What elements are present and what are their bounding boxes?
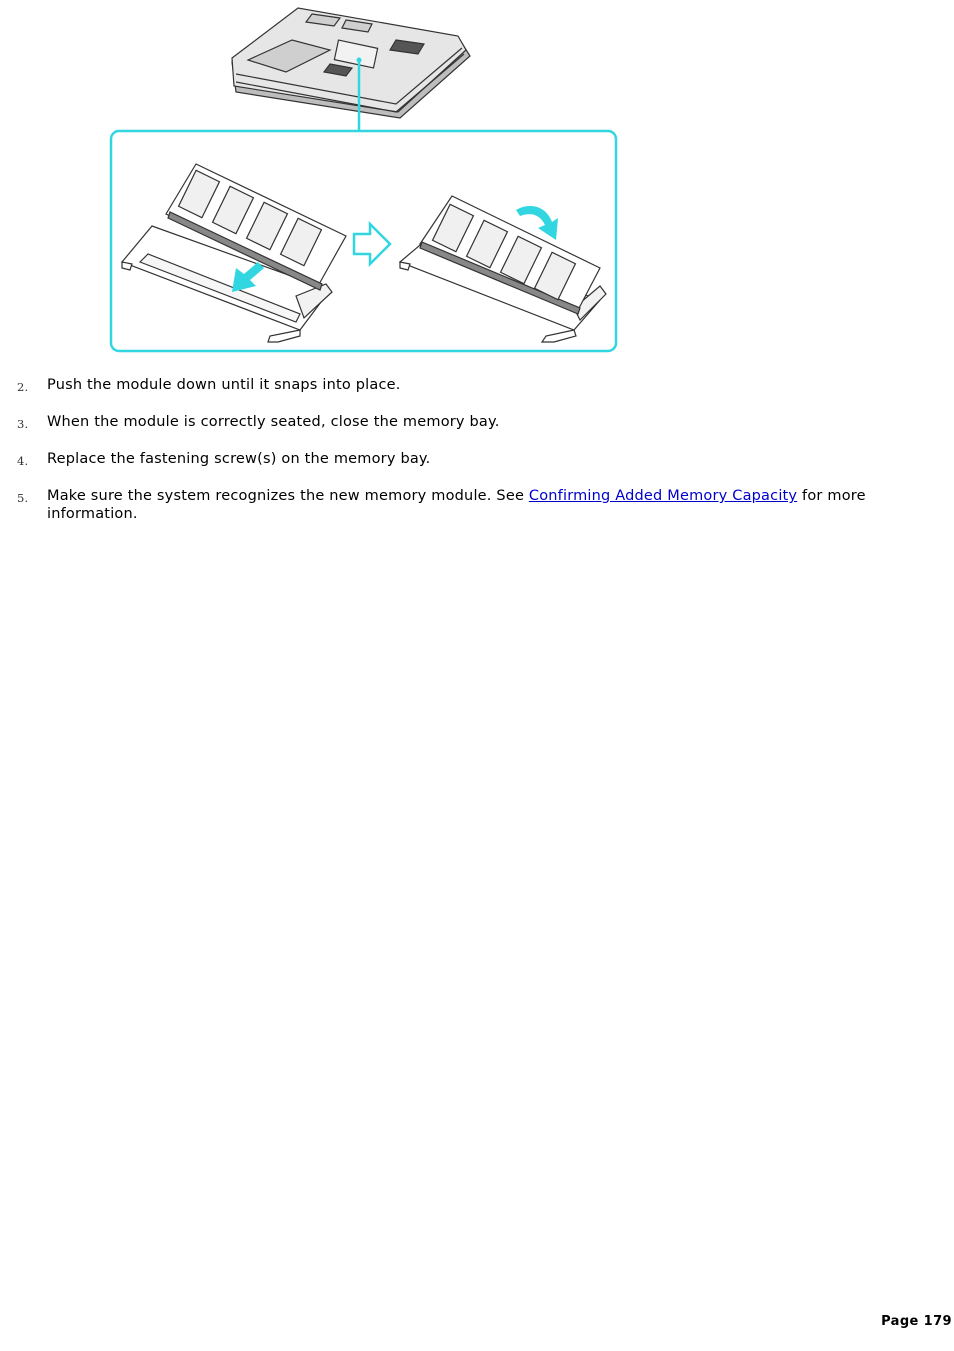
step-number: 5. (17, 491, 29, 505)
confirming-memory-capacity-link[interactable]: Confirming Added Memory Capacity (528, 488, 798, 504)
step-text: When the module is correctly seated, close the memory bay. (47, 414, 500, 430)
step-item (0, 487, 954, 523)
laptop-underside (232, 8, 470, 118)
next-step-arrow-icon (354, 224, 390, 264)
step-text: Replace the fastening screw(s) on the memory bay. (47, 451, 431, 467)
step-text-before: Make sure the system recognizes the new memory module. See (47, 488, 529, 504)
page-number: Page 179 (881, 1314, 952, 1329)
step-text-after: for more information. (47, 488, 866, 522)
step-number: 3. (17, 417, 29, 431)
step-number: 4. (17, 454, 29, 468)
step-item (0, 376, 954, 394)
memory-installation-illustration (0, 0, 954, 360)
step-text: Push the module down until it snaps into place. (47, 377, 401, 393)
step-number: 2. (17, 380, 29, 394)
step-list (0, 376, 954, 523)
step-item (0, 450, 954, 468)
step-item (0, 413, 954, 431)
